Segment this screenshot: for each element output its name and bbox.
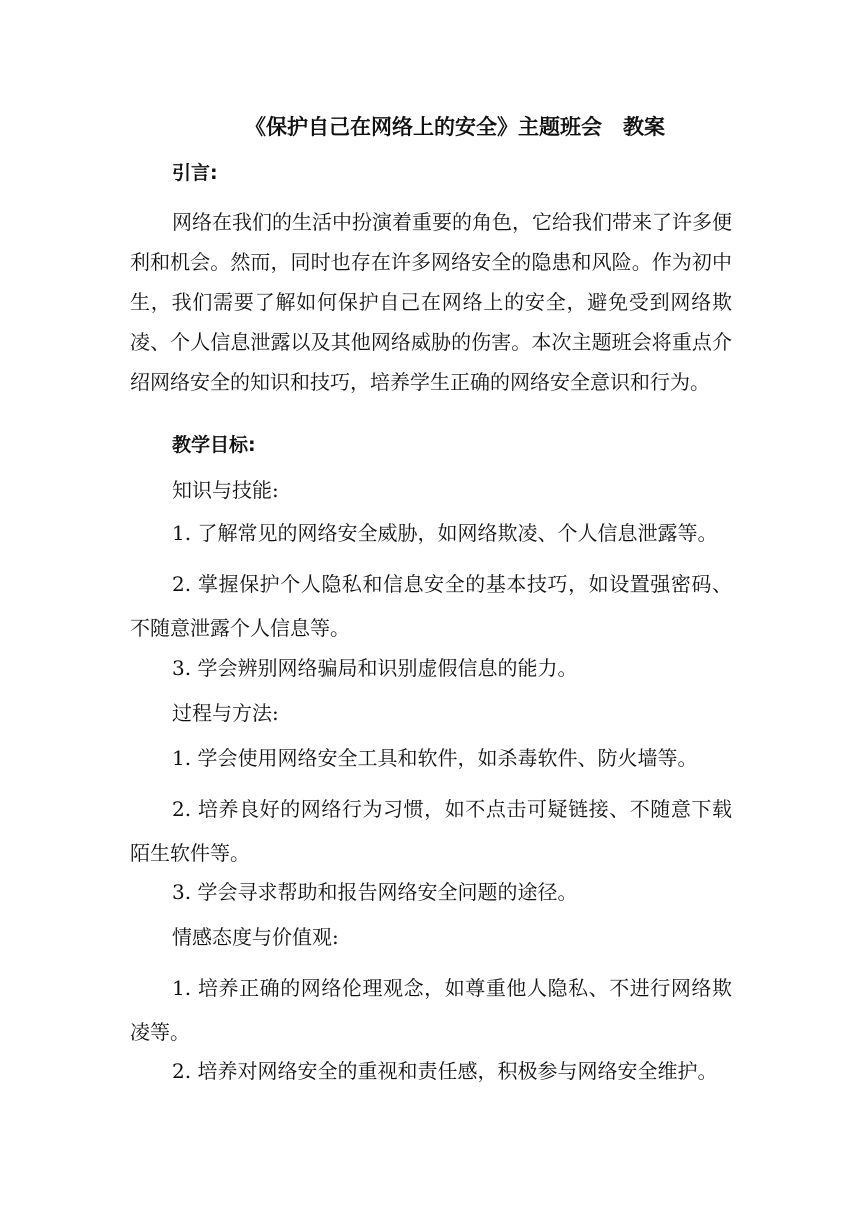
intro-heading: 引言:: [172, 162, 218, 184]
process-label: 过程与方法:: [172, 701, 279, 725]
objectives-heading: 教学目标:: [172, 434, 256, 456]
attitude-label: 情感态度与价值观:: [172, 925, 339, 949]
knowledge-item-2: 2. 掌握保护个人隐私和信息安全的基本技巧，如设置强密码、不随意泄露个人信息等。: [130, 572, 732, 640]
knowledge-item-3: 3. 学会辨别网络骗局和识别虚假信息的能力。: [172, 656, 578, 680]
intro-paragraph: 网络在我们的生活中扮演着重要的角色，它给我们带来了许多便利和机会。然而，同时也存在许多网络安全的隐患和风险。作为初中生，我们需要了解如何保护自己在网络上的安全，避免受到网络欺凌、个人信息泄露以及其他网络威胁的伤害。本次主题班会将重点介绍网络安全的知识和技巧，培养学生正确的网络安全意识和行为。: [130, 210, 732, 394]
attitude-item-1: 1. 培养正确的网络伦理观念，如尊重他人隐私、不进行网络欺凌等。: [130, 976, 732, 1044]
process-item-1: 1. 学会使用网络安全工具和软件，如杀毒软件、防火墙等。: [172, 746, 698, 770]
process-item-3: 3. 学会寻求帮助和报告网络安全问题的途径。: [172, 880, 578, 904]
knowledge-label: 知识与技能:: [172, 478, 279, 502]
attitude-item-2: 2. 培养对网络安全的重视和责任感，积极参与网络安全维护。: [172, 1059, 718, 1083]
knowledge-item-1: 1. 了解常见的网络安全威胁，如网络欺凌、个人信息泄露等。: [172, 521, 718, 545]
process-item-2: 2. 培养良好的网络行为习惯，如不点击可疑链接、不随意下载陌生软件等。: [130, 797, 732, 865]
document-title: 《保护自己在网络上的安全》主题班会 教案: [245, 115, 665, 139]
